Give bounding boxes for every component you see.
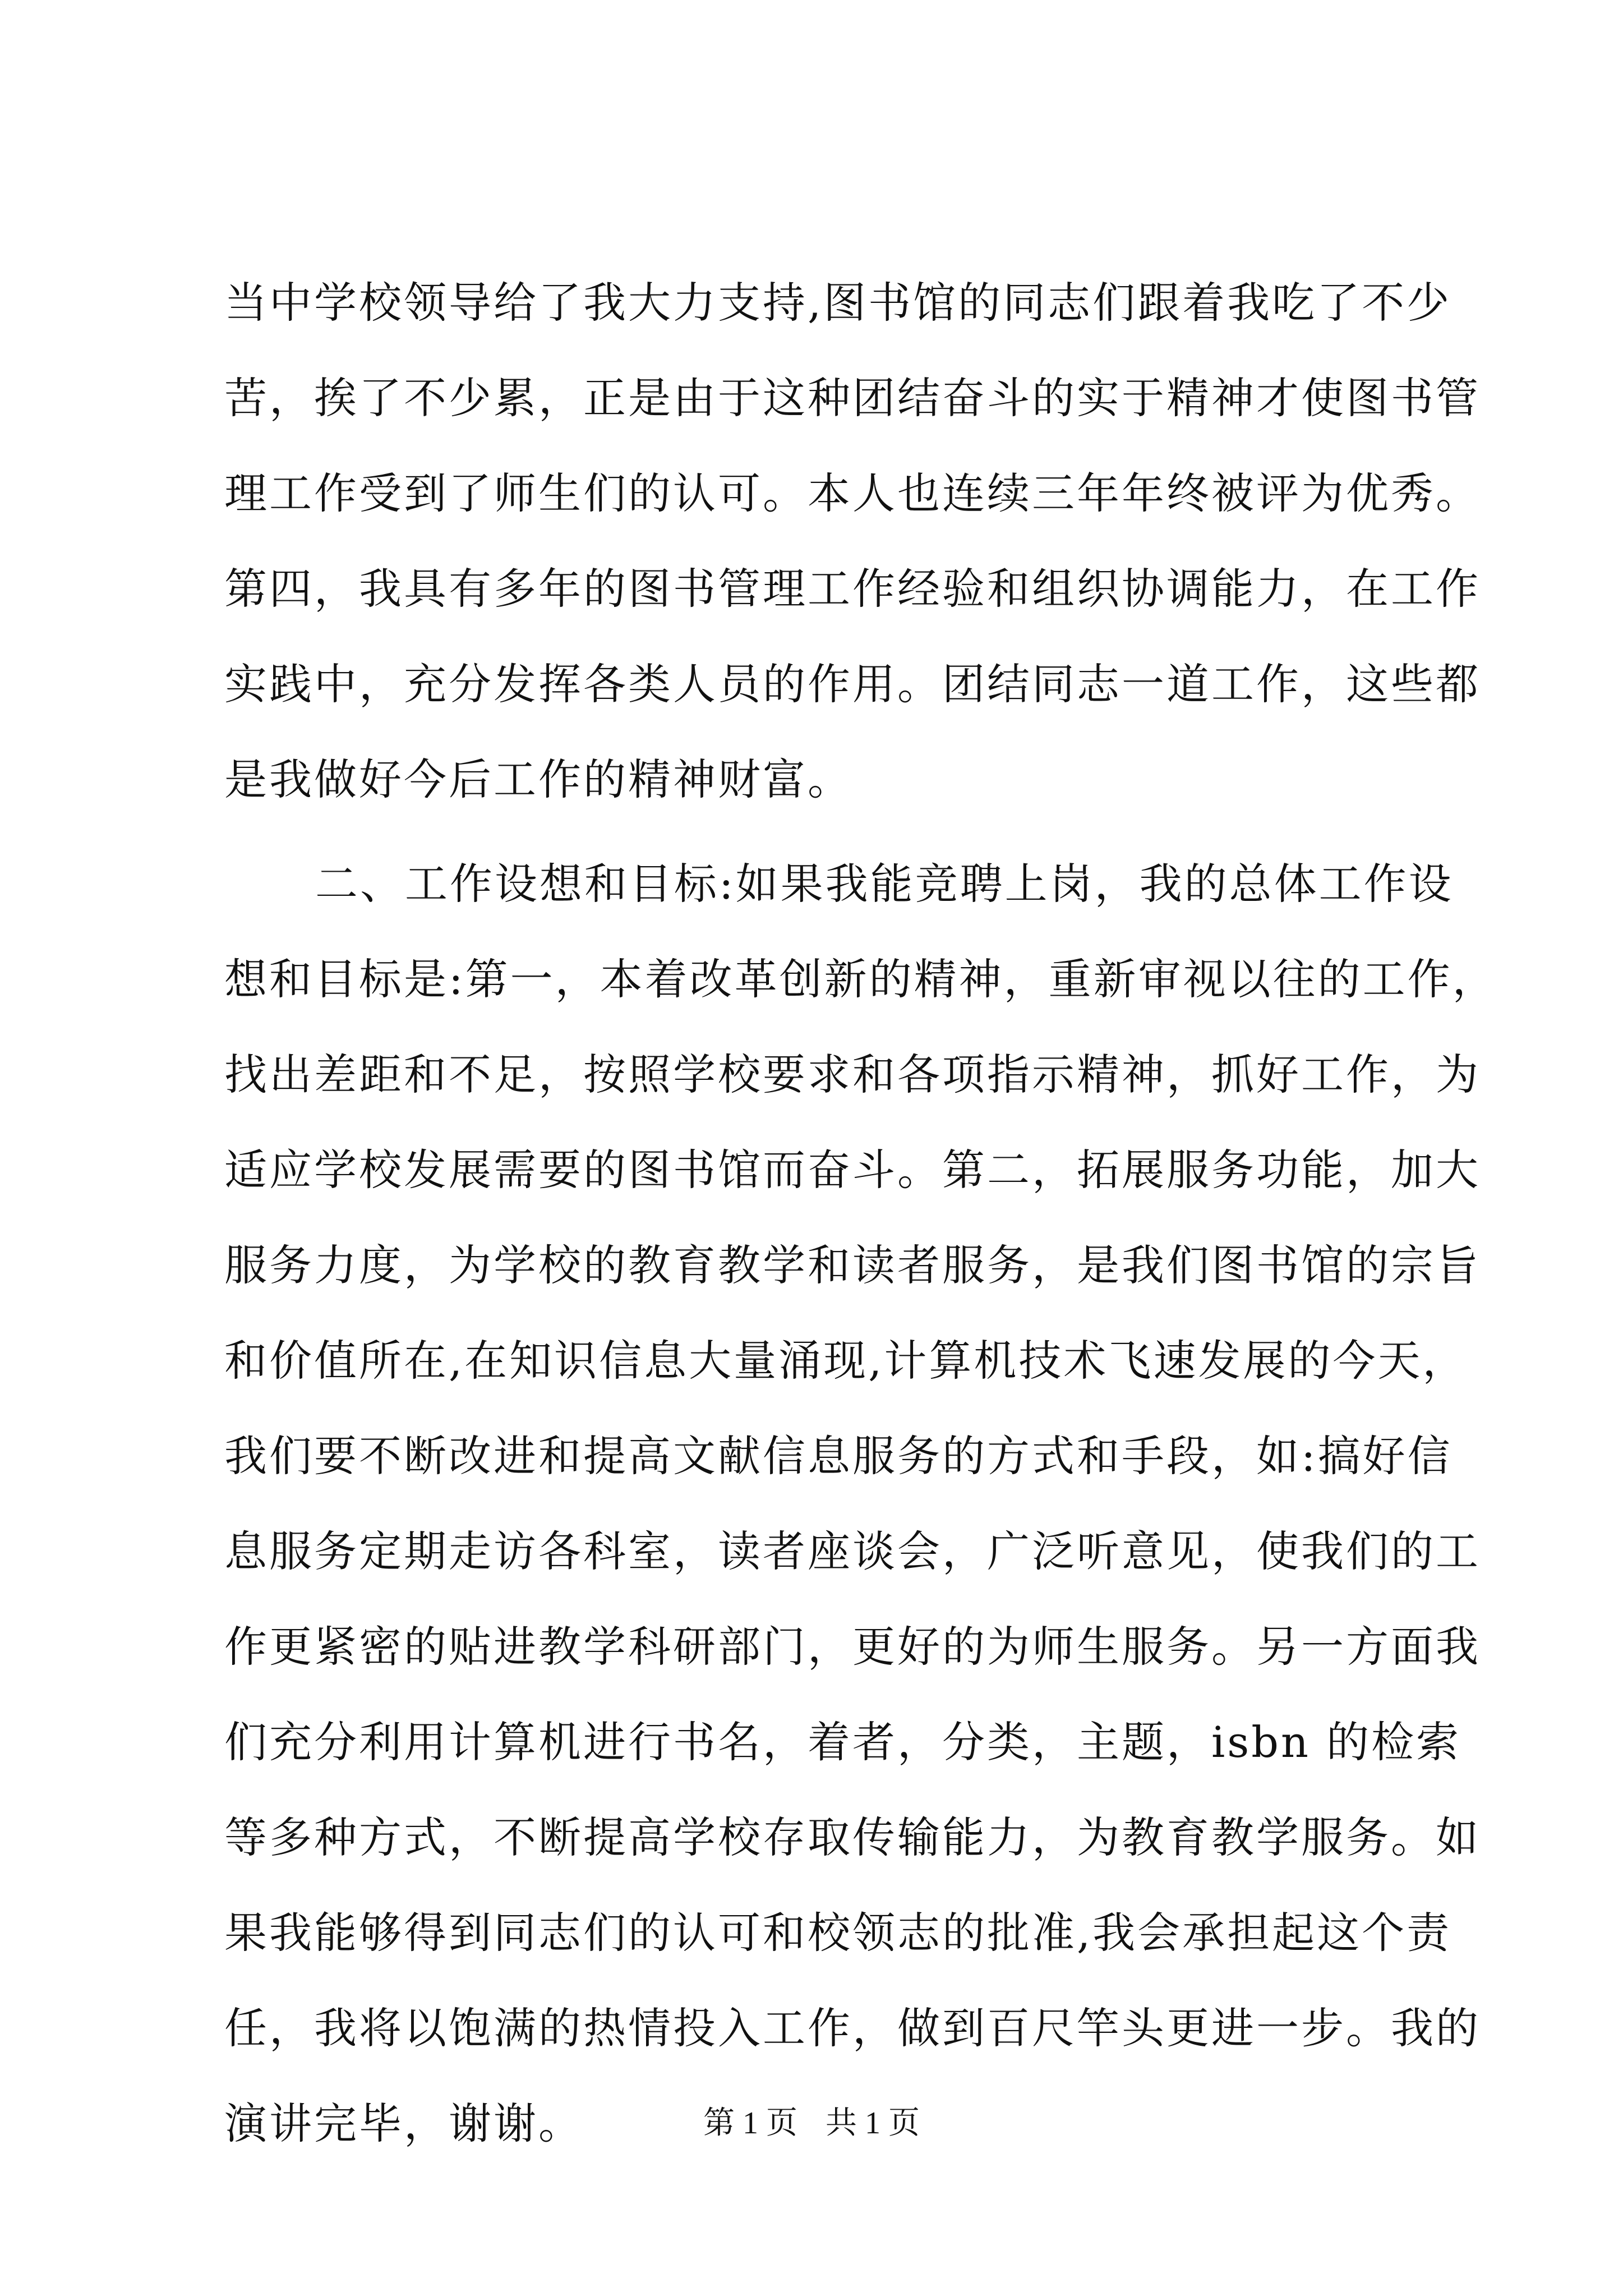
document-body	[224, 255, 1497, 2171]
text-line: 作更紧密的贴进教学科研部门，更好的为师生服务。另一方面我	[224, 1622, 1481, 1672]
text-line: 实践中，充分发挥各类人员的作用。团结同志一道工作，这些都	[224, 659, 1481, 709]
text-line: 演讲完毕，谢谢。	[224, 2099, 583, 2148]
page-footer	[0, 2098, 1623, 2143]
text-line: 任，我将以饱满的热情投入工作，做到百尺竿头更进一步。我的	[224, 2003, 1481, 2053]
page-number-current: 第 1 页	[703, 2106, 797, 2141]
text-line: 和价值所在,在知识信息大量涌现,计算机技术飞速发展的今天，	[224, 1336, 1468, 1386]
text-line: 想和目标是:第一，本着改革创新的精神，重新审视以往的工作，	[224, 954, 1497, 1004]
text-line: 当中学校领导给了我大力支持,图书馆的同志们跟着我吃了不少	[224, 278, 1452, 328]
text-line: 息服务定期走访各科室，读者座谈会，广泛听意见，使我们的工	[224, 1526, 1481, 1576]
text-line: 们充分利用计算机进行书名，着者，分类，主题，isbn 的检索	[224, 1717, 1461, 1767]
text-line: 是我做好今后工作的精神财富。	[224, 754, 852, 804]
text-line: 服务力度，为学校的教育教学和读者服务，是我们图书馆的宗旨	[224, 1240, 1481, 1290]
text-line: 苦，挨了不少累，正是由于这种团结奋斗的实于精神才使图书管	[224, 373, 1481, 423]
paragraph-start-line: 二、工作设想和目标:如果我能竞聘上岗，我的总体工作设	[315, 859, 1454, 909]
text-line: 理工作受到了师生们的认可。本人也连续三年年终被评为优秀。	[224, 468, 1481, 518]
text-line: 适应学校发展需要的图书馆而奋斗。第二，拓展服务功能，加大	[224, 1145, 1481, 1195]
text-line: 第四，我具有多年的图书管理工作经验和组织协调能力，在工作	[224, 564, 1481, 614]
text-line: 找出差距和不足，按照学校要求和各项指示精神，抓好工作，为	[224, 1050, 1481, 1099]
page-number-total: 共 1 页	[826, 2106, 920, 2141]
text-line: 果我能够得到同志们的认可和校领志的批准,我会承担起这个责	[224, 1908, 1452, 1958]
paragraph-gap	[224, 827, 1441, 836]
text-line: 我们要不断改进和提高文献信息服务的方式和手段，如:搞好信	[224, 1431, 1453, 1481]
text-line: 等多种方式，不断提高学校存取传输能力，为教育教学服务。如	[224, 1812, 1481, 1862]
